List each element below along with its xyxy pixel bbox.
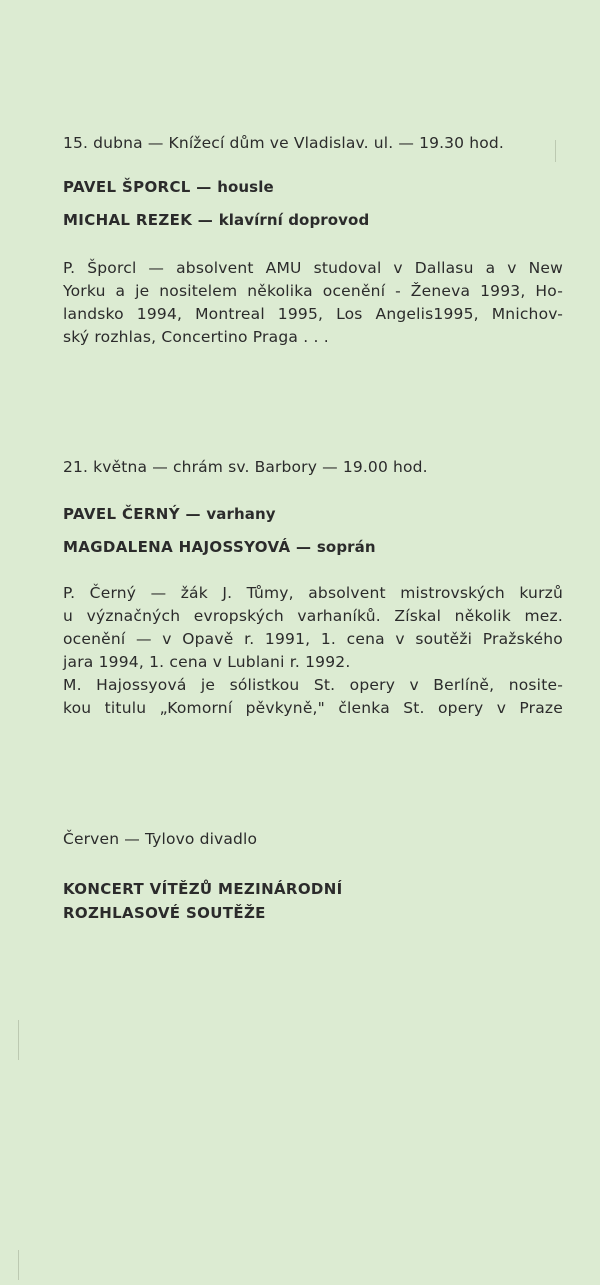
description-line: Yorku a je nositelem několika ocenění - Ženeva 1993, Ho- <box>63 282 563 300</box>
event-2-performer-1 <box>63 505 276 523</box>
paper-mark <box>555 140 556 162</box>
performer-separator: — <box>192 211 219 229</box>
performer-role: klavírní doprovod <box>218 211 370 229</box>
performer-separator: — <box>190 178 218 196</box>
description-line: landsko 1994, Montreal 1995, Los Angelis1995, Mnichov- <box>63 305 563 323</box>
event-1-performer-2 <box>63 211 369 229</box>
event-1-performer-1 <box>63 178 274 196</box>
event-3-title-line-1: KONCERT VÍTĚZŮ MEZINÁRODNÍ <box>63 880 343 898</box>
description-line: P. Šporcl — absolvent AMU studoval v Dallasu a v New <box>63 259 563 277</box>
performer-role: housle <box>217 178 274 196</box>
description-line: ský rozhlas, Concertino Praga . . . <box>63 328 329 346</box>
event-2-date-line: 21. května — chrám sv. Barbory — 19.00 hod. <box>63 458 428 476</box>
description-line: M. Hajossyová je sólistkou St. opery v Berlíně, nosite- <box>63 676 563 694</box>
event-1-date-line: 15. dubna — Knížecí dům ve Vladislav. ul. — 19.30 hod. <box>63 134 504 152</box>
performer-name: MAGDALENA HAJOSSYOVÁ <box>63 538 291 556</box>
event-2-performer-2 <box>63 538 376 556</box>
event-2-description <box>63 582 563 720</box>
performer-role: varhany <box>206 505 276 523</box>
performer-name: PAVEL ČERNÝ <box>63 505 180 523</box>
performer-role: soprán <box>316 538 376 556</box>
performer-name: PAVEL ŠPORCL <box>63 178 191 196</box>
description-line: P. Černý — žák J. Tůmy, absolvent mistrovských kurzů <box>63 584 563 602</box>
performer-name: MICHAL REZEK <box>63 211 193 229</box>
description-line: jara 1994, 1. cena v Lublani r. 1992. <box>63 653 351 671</box>
paper-mark <box>18 1020 19 1060</box>
description-line: ocenění — v Opavě r. 1991, 1. cena v soutěži Pražského <box>63 630 563 648</box>
paper-mark <box>18 1250 19 1280</box>
performer-separator: — <box>290 538 317 556</box>
event-3-title-line-2: ROZHLASOVÉ SOUTĚŽE <box>63 904 266 922</box>
event-1-description <box>63 257 563 349</box>
performer-separator: — <box>179 505 207 523</box>
description-line: u význačných evropských varhaníků. Získal několik mez. <box>63 607 563 625</box>
event-3-date-line: Červen — Tylovo divadlo <box>63 830 258 848</box>
description-line: kou titulu „Komorní pěvkyně," členka St. opery v Praze <box>63 699 563 717</box>
